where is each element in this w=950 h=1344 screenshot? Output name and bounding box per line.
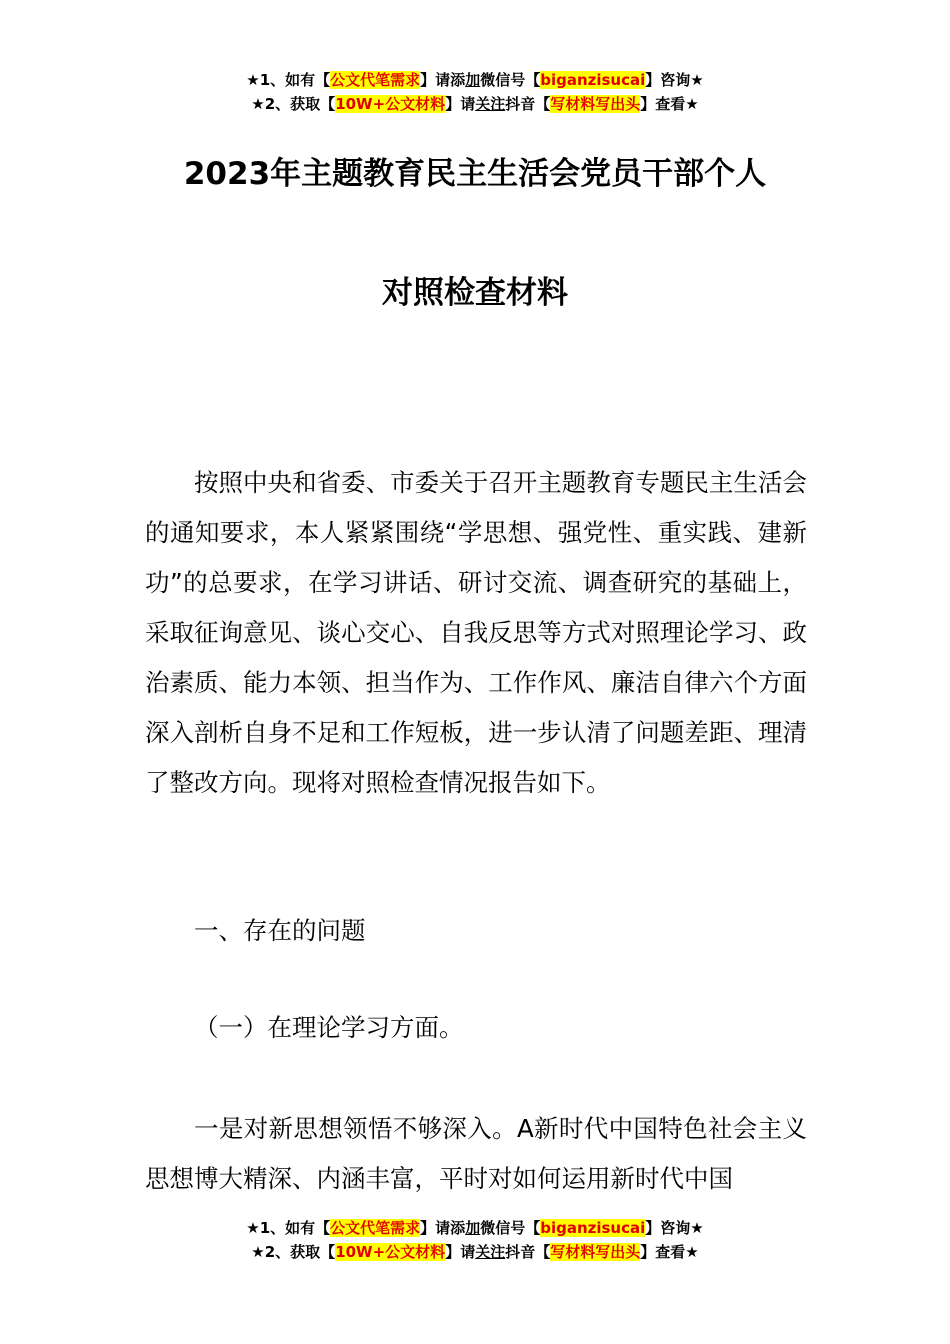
promo-line-1-suffix: 】咨询★ — [645, 1219, 704, 1237]
promo-line-1-suffix: 】咨询★ — [645, 71, 704, 89]
promo-line-2-highlight-douyin: 写材料写出头 — [550, 1243, 641, 1261]
promo-line-2-prefix: ★2、获取【 — [251, 95, 336, 113]
promo-line-2-highlight-materials: 10W+公文材料 — [335, 95, 446, 113]
promo-line-2-mid: 】请 — [445, 95, 476, 113]
promo-line-1-prefix: ★1、如有【 — [246, 1219, 331, 1237]
point-paragraph-1: 一是对新思想领悟不够深入。A新时代中国特色社会主义思想博大精深、内涵丰富，平时对如何运用新时代中国 — [145, 1114, 807, 1193]
promo-line-2 — [0, 1240, 950, 1264]
promo-line-2-suffix: 】查看★ — [640, 95, 699, 113]
promo-line-2-emphasis: 关注 — [475, 1243, 506, 1261]
promo-line-1-mid: 】请添 — [420, 71, 466, 89]
promo-line-1-highlight-service: 公文代笔需求 — [330, 71, 421, 89]
promo-line-1-mid-2: 微信号【 — [480, 71, 541, 89]
promo-line-2-mid-2: 抖音【 — [505, 1243, 551, 1261]
promo-line-1-highlight-wechat: biganzisucai — [540, 1219, 646, 1237]
section-heading-problems: 一、存在的问题 — [194, 916, 366, 945]
promo-line-1-emphasis: 加 — [465, 1219, 481, 1237]
promo-line-1-emphasis: 加 — [465, 71, 481, 89]
promo-line-2-suffix: 】查看★ — [640, 1243, 699, 1261]
subsection-heading-theory: （一）在理论学习方面。 — [194, 1013, 464, 1042]
promo-line-1-mid: 】请添 — [420, 1219, 466, 1237]
document-title-line-2: 对照检查材料 — [382, 275, 568, 311]
promo-line-1-mid-2: 微信号【 — [480, 1219, 541, 1237]
promo-line-2-prefix: ★2、获取【 — [251, 1243, 336, 1261]
document-title-line-1: 2023年主题教育民主生活会党员干部个人 — [183, 156, 767, 192]
promo-line-2-highlight-douyin: 写材料写出头 — [550, 95, 641, 113]
promo-line-2-highlight-materials: 10W+公文材料 — [335, 1243, 446, 1261]
promo-line-2-emphasis: 关注 — [475, 95, 506, 113]
promo-banner-bottom — [0, 1216, 950, 1264]
promo-line-1 — [0, 68, 950, 92]
promo-line-1-highlight-service: 公文代笔需求 — [330, 1219, 421, 1237]
promo-banner-top — [0, 68, 950, 116]
promo-line-1-highlight-wechat: biganzisucai — [540, 71, 646, 89]
promo-line-2-mid-2: 抖音【 — [505, 95, 551, 113]
promo-line-2-mid: 】请 — [445, 1243, 476, 1261]
intro-paragraph: 按照中央和省委、市委关于召开主题教育专题民主生活会的通知要求，本人紧紧围绕“学思想、强党性、重实践、建新功”的总要求，在学习讲话、研讨交流、调查研究的基础上，采取征询意见、谈心交心、自我反思等方式对照理论学习、政治素质、能力本领、担当作为、工作作风、廉洁自律六个方面深入剖析自身不足和工作短板，进一步认清了问题差距、理清了整改方向。现将对照检查情况报告如下。 — [145, 468, 807, 797]
promo-line-1 — [0, 1216, 950, 1240]
promo-line-2 — [0, 92, 950, 116]
promo-line-1-prefix: ★1、如有【 — [246, 71, 331, 89]
